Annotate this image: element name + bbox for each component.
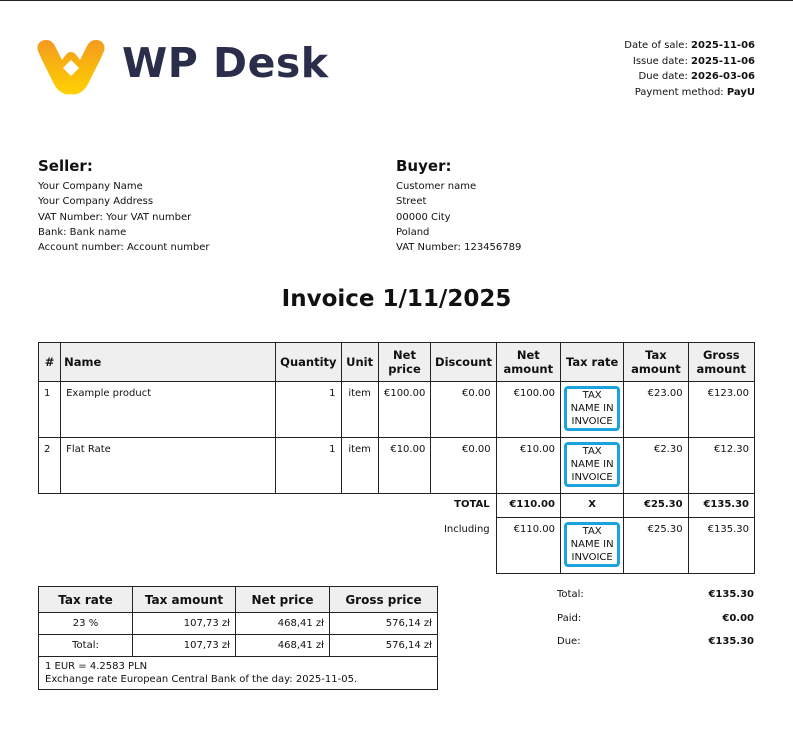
total-row [39, 494, 755, 518]
col-header-quantity: Quantity [276, 343, 341, 382]
meta-label: Payment method: [634, 86, 724, 98]
cell-tax-rate [560, 438, 623, 494]
cell-gross-price: 576,14 zł [330, 635, 438, 657]
col-header-no: # [39, 343, 61, 382]
meta-date-of-sale [624, 38, 755, 54]
totals-row-due [557, 636, 754, 660]
meta-payment-method [624, 85, 755, 101]
meta-value: 2025-11-06 [691, 40, 755, 51]
invoice-meta [624, 38, 755, 100]
cell-name: Example product [61, 382, 276, 438]
col-header-name: Name [61, 343, 276, 382]
totals-label: Total: [557, 589, 584, 600]
exchange-rate-line: 1 EUR = 4.2583 PLN [45, 661, 148, 672]
including-tax-rate [560, 518, 623, 574]
cell-net-price: €100.00 [378, 382, 431, 438]
invoice-title: Invoice 1/11/2025 [281, 286, 512, 312]
including-tax-amount: €25.30 [624, 518, 688, 574]
cell-quantity: 1 [276, 382, 341, 438]
seller-line: Your Company Address [38, 196, 154, 208]
cell-unit: item [341, 438, 378, 494]
cell-unit: item [341, 382, 378, 438]
cell-discount: €0.00 [431, 382, 496, 438]
cell-tax-amount: 107,73 zł [133, 613, 236, 635]
total-tax-amount: €25.30 [624, 494, 688, 518]
meta-label: Due date: [638, 71, 688, 82]
totals-row-paid [557, 613, 754, 637]
including-gross-amount: €135.30 [688, 518, 754, 574]
cell-tax-rate: 23 % [39, 613, 133, 635]
table-row [39, 635, 438, 657]
cell-net-price: €10.00 [378, 438, 431, 494]
buyer-line: Poland [396, 226, 430, 238]
cell-tax-rate [560, 382, 623, 438]
exchange-rate-note [39, 657, 438, 690]
cell-no: 2 [39, 438, 61, 494]
wpdesk-logo [36, 36, 329, 96]
buyer-heading: Buyer: [396, 157, 452, 175]
total-gross-amount: €135.30 [688, 494, 754, 518]
table-row [39, 438, 755, 494]
col-header-tax-amount: Tax amount [624, 343, 688, 382]
totals-block [557, 589, 754, 660]
items-header-row [39, 343, 755, 382]
cell-gross-amount: €12.30 [688, 438, 754, 494]
seller-line: VAT Number: Your VAT number [38, 211, 192, 223]
totals-label: Due: [557, 636, 581, 647]
col-header-discount: Discount [431, 343, 496, 382]
cell-quantity: 1 [276, 438, 341, 494]
meta-value: PayU [726, 86, 755, 98]
col-header-unit: Unit [341, 343, 378, 382]
items-table [38, 342, 755, 574]
cell-tax-amount: €23.00 [624, 382, 688, 438]
cell-net-price: 468,41 zł [236, 613, 330, 635]
tax-name-highlight: TAX NAME IN INVOICE [564, 386, 620, 431]
total-label: TOTAL [454, 499, 490, 510]
buyer-block [396, 156, 521, 255]
exchange-rate-row [39, 657, 438, 690]
tax-summary-table [38, 586, 438, 690]
totals-value: €135.30 [708, 589, 754, 600]
top-border-line [0, 0, 793, 1]
col-header-tax-rate: Tax rate [39, 587, 133, 613]
seller-heading: Seller: [38, 157, 93, 175]
cell-net-amount: €100.00 [496, 382, 560, 438]
cell-net-price: 468,41 zł [236, 635, 330, 657]
meta-issue-date [624, 54, 755, 70]
tax-name-highlight: TAX NAME IN INVOICE [564, 522, 620, 567]
totals-label: Paid: [557, 612, 582, 624]
cell-tax-rate: Total: [39, 635, 133, 657]
meta-due-date [624, 69, 755, 85]
including-label: Including [443, 523, 490, 535]
col-header-net-price: Net price [236, 587, 330, 613]
total-tax-rate: X [560, 494, 623, 518]
tax-name-highlight: TAX NAME IN INVOICE [564, 442, 620, 487]
cell-name: Flat Rate [61, 438, 276, 494]
tax-summary-header-row [39, 587, 438, 613]
table-row [39, 382, 755, 438]
total-net-amount: €110.00 [496, 494, 560, 518]
including-net-amount: €110.00 [496, 518, 560, 574]
meta-value: 2025-11-06 [691, 55, 755, 67]
buyer-line: VAT Number: 123456789 [396, 242, 522, 254]
totals-value: €135.30 [708, 636, 754, 647]
including-row [39, 518, 755, 574]
seller-line: Your Company Name [38, 181, 143, 192]
col-header-gross-amount: Gross amount [688, 343, 754, 382]
wpdesk-logo-icon [36, 36, 106, 96]
cell-gross-price: 576,14 zł [330, 613, 438, 635]
seller-line: Bank: Bank name [38, 226, 127, 238]
totals-row-total [557, 589, 754, 613]
buyer-line: Street [396, 196, 427, 208]
cell-tax-amount: 107,73 zł [133, 635, 236, 657]
totals-value: €0.00 [722, 612, 754, 624]
cell-no: 1 [39, 382, 61, 438]
meta-label: Date of sale: [624, 40, 688, 51]
col-header-net-price: Net price [378, 343, 431, 382]
cell-discount: €0.00 [431, 438, 496, 494]
cell-gross-amount: €123.00 [688, 382, 754, 438]
seller-block [38, 156, 210, 255]
seller-line: Account number: Account number [38, 242, 210, 254]
col-header-tax-rate: Tax rate [560, 343, 623, 382]
meta-label: Issue date: [632, 55, 688, 67]
cell-tax-amount: €2.30 [624, 438, 688, 494]
buyer-line: 00000 City [396, 211, 451, 223]
brand-name: WP Desk [122, 39, 329, 87]
exchange-rate-line: Exchange rate European Central Bank of the day: 2025-11-05. [45, 674, 358, 685]
col-header-gross-price: Gross price [330, 587, 438, 613]
table-row [39, 613, 438, 635]
buyer-line: Customer name [396, 181, 477, 192]
meta-value: 2026-03-06 [691, 71, 755, 82]
cell-net-amount: €10.00 [496, 438, 560, 494]
col-header-net-amount: Net amount [496, 343, 560, 382]
col-header-tax-amount: Tax amount [133, 587, 236, 613]
